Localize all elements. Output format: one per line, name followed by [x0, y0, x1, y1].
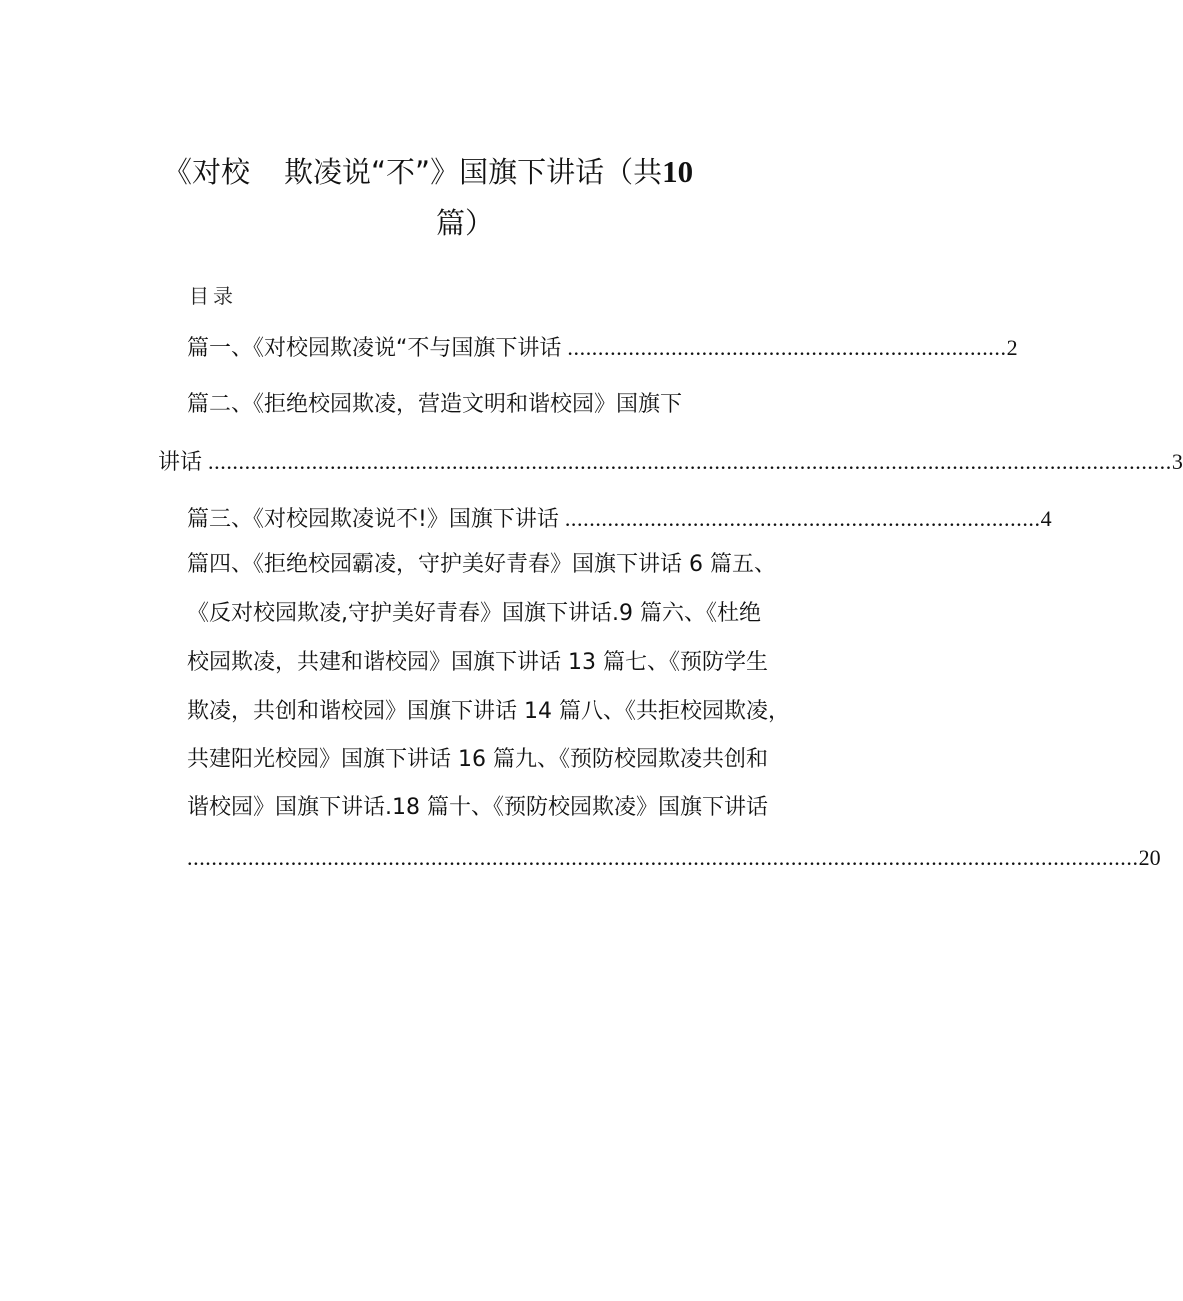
toc-entry-3-page: 4 [1040, 506, 1052, 531]
toc-entry-3[interactable] [187, 504, 1052, 535]
toc-leader-dots: .............................................................................. [564, 506, 1041, 531]
toc-entry-2[interactable] [187, 390, 682, 420]
toc-heading: 目录 [189, 284, 237, 308]
toc-entry-2-text: 篇二、《拒绝校园欺凌，营造文明和谐校园》国旗下 [187, 392, 683, 417]
toc-run-line-2[interactable]: 《反对校园欺凌,守护美好青春》国旗下讲话.9 篇六、《杜绝 [187, 601, 761, 626]
title-part-3: 篇） [436, 206, 495, 240]
toc-entry-3-text: 篇三、《对校园欺凌说不!》国旗下讲话 [187, 507, 559, 532]
toc-entry-1[interactable] [187, 333, 1018, 364]
toc-run-line-6[interactable]: 谐校园》国旗下讲话.18 篇十、《预防校园欺凌》国旗下讲话 [187, 795, 768, 820]
toc-entry-2-cont-text: 讲话 [158, 450, 203, 475]
toc-run-line-1[interactable]: 篇四、《拒绝校园霸凌，守护美好青春》国旗下讲话 6 篇五、 [187, 552, 776, 577]
toc-last-page: 20 [1138, 845, 1161, 870]
toc-entry-2-page: 3 [1171, 449, 1183, 474]
title-part-2: 欺凌说“不”》国旗下讲话（共 [284, 155, 663, 189]
title-number: 10 [662, 154, 694, 189]
toc-entry-1-page: 2 [1006, 335, 1018, 360]
document-title-line-2 [436, 201, 494, 242]
toc-leader-dots: ............................................................................................................................................................ [187, 845, 1139, 870]
toc-run-line-4[interactable]: 欺凌，共创和谐校园》国旗下讲话 14 篇八、《共拒校园欺凌， [187, 699, 790, 724]
toc-last-page-line[interactable] [187, 843, 1161, 873]
toc-run-line-5[interactable]: 共建阳光校园》国旗下讲话 16 篇九、《预防校园欺凌共创和 [187, 747, 768, 772]
document-title-line-1 [163, 150, 693, 191]
title-part-1: 《对校 [163, 155, 251, 189]
toc-leader-dots: ........................................................................ [567, 335, 1007, 360]
toc-entry-2-continuation[interactable] [158, 447, 1183, 478]
toc-entry-1-text: 篇一、《对校园欺凌说“不与国旗下讲话 [187, 336, 562, 361]
toc-run-line-3[interactable]: 校园欺凌，共建和谐校园》国旗下讲话 13 篇七、《预防学生 [187, 650, 768, 675]
toc-leader-dots: .............................................................................................................................................................. [208, 449, 1172, 474]
